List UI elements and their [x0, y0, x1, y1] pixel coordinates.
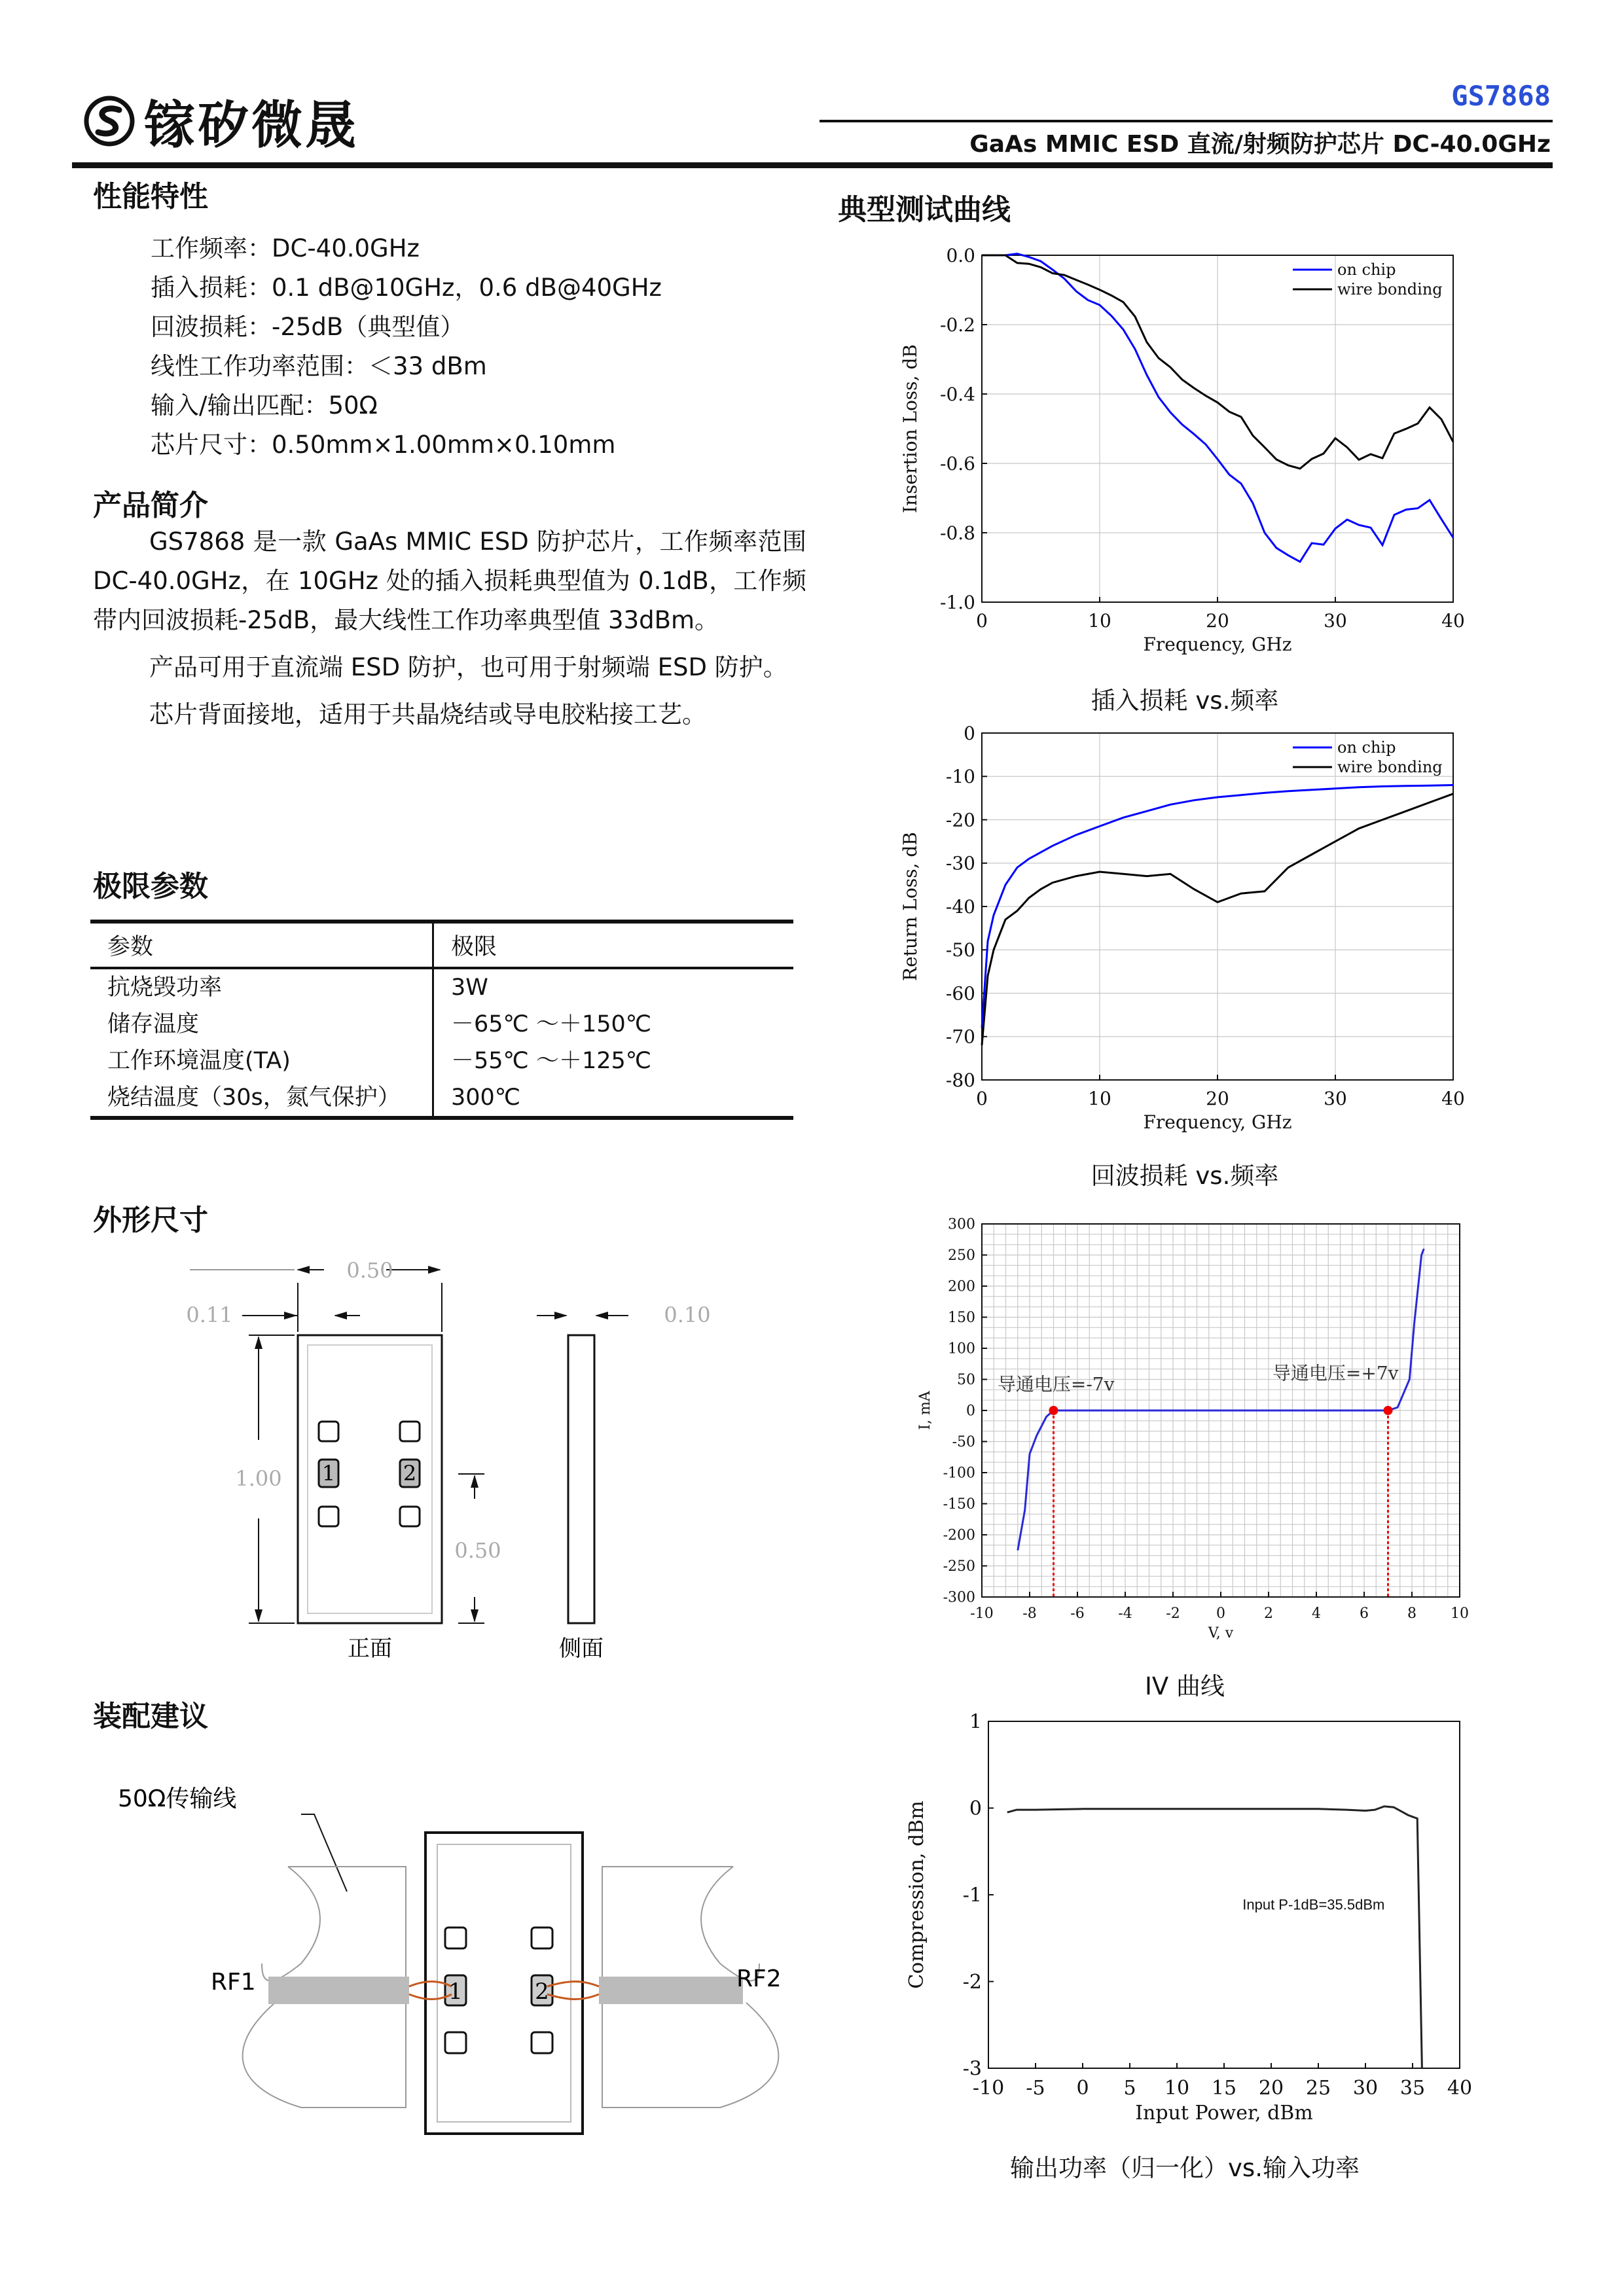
intro-text: [93, 522, 806, 734]
spec-item: 工作频率：DC-40.0GHz: [151, 234, 420, 262]
company-logo-icon: [84, 96, 135, 147]
y-tick-label: -0.6: [940, 452, 975, 475]
product-subtitle: GaAs MMIC ESD 直流/射频防护芯片 DC-40.0GHz: [969, 131, 1551, 158]
y-tick-label: -20: [945, 809, 975, 831]
y-tick-label: -10: [945, 766, 975, 788]
y-tick-label: -30: [945, 852, 975, 874]
company-name: 镓矽微晟: [144, 96, 359, 155]
pad: [319, 1507, 338, 1526]
y-tick-label: -60: [945, 982, 975, 1005]
return-loss-caption: 回波损耗 vs.频率: [1091, 1162, 1279, 1190]
pad-1-label: 1: [321, 1461, 336, 1486]
y-tick-label: -2: [962, 1971, 982, 1994]
transmission-line-label: 50Ω传输线: [118, 1785, 237, 1812]
y-axis-label: I, mA: [917, 1391, 933, 1430]
limits-table: [90, 920, 793, 1120]
x-axis-label: V, v: [1208, 1625, 1234, 1641]
dimension-drawing: [170, 1244, 759, 1676]
margin-label: 0.11: [186, 1302, 233, 1327]
annotation-neg: 导通电压=-7v: [997, 1373, 1115, 1395]
width-label: 0.50: [346, 1258, 393, 1283]
y-tick-label: -70: [945, 1026, 975, 1048]
intro-paragraph: 芯片背面接地，适用于共晶烧结或导电胶粘接工艺。: [149, 700, 706, 728]
spec-item: 芯片尺寸：0.50mm×1.00mm×0.10mm: [151, 431, 616, 459]
pad-1-label: 1: [448, 1979, 463, 2005]
x-axis-label: Frequency, GHz: [1143, 1111, 1292, 1133]
intro-heading: 产品简介: [93, 489, 208, 522]
y-tick-label: -250: [943, 1558, 975, 1575]
y-tick-label: -150: [943, 1496, 975, 1513]
limits-heading: 极限参数: [93, 870, 208, 903]
x-tick-label: -4: [1118, 1605, 1132, 1622]
return-loss-chart: [890, 713, 1479, 1152]
x-tick-label: 10: [1451, 1605, 1469, 1622]
y-tick-label: -0.2: [940, 314, 975, 336]
side-view-label: 侧面: [559, 1636, 604, 1662]
intro-paragraph: 产品可用于直流端 ESD 防护，也可用于射频端 ESD 防护。: [149, 653, 787, 681]
x-tick-label: 6: [1360, 1605, 1369, 1622]
rf1-line: [268, 1977, 409, 2004]
iv-chart: [890, 1211, 1479, 1643]
y-tick-label: -50: [945, 939, 975, 961]
y-tick-label: 0: [969, 1797, 982, 1820]
insertion-loss-chart: [890, 236, 1479, 681]
header-divider: [72, 162, 1553, 168]
table-row: 抗烧毁功率 3W: [90, 968, 793, 1006]
x-tick-label: 30: [1324, 610, 1347, 632]
y-axis-label: Insertion Loss, dB: [899, 344, 921, 513]
y-tick-label: -200: [943, 1527, 975, 1544]
y-axis-label: Return Loss, dB: [899, 832, 921, 981]
x-tick-label: 8: [1407, 1605, 1416, 1622]
rf1-label: RF1: [211, 1969, 256, 1996]
x-tick-label: 2: [1264, 1605, 1273, 1622]
pad: [319, 1422, 338, 1441]
performance-list: [151, 229, 662, 465]
x-tick-label: 40: [1447, 2077, 1473, 2100]
spec-item: 插入损耗：0.1 dB@10GHz，0.6 dB@40GHz: [151, 274, 662, 302]
table-row: 工作环境温度(TA) －55℃ ～＋125℃: [90, 1043, 793, 1079]
grid: [982, 255, 1453, 602]
height-label: 1.00: [235, 1466, 282, 1491]
front-view-label: 正面: [348, 1636, 392, 1662]
x-tick-label: 40: [1441, 1088, 1465, 1109]
y-tick-label: -40: [945, 895, 975, 918]
x-tick-label: 0: [976, 610, 988, 632]
insertion-loss-caption: 插入损耗 vs.频率: [1091, 687, 1279, 715]
y-tick-label: -3: [962, 2057, 982, 2081]
spec-item: 回波损耗：-25dB（典型值）: [151, 313, 465, 341]
y-tick-label: -0.8: [940, 522, 975, 544]
x-tick-label: 4: [1312, 1605, 1321, 1622]
x-tick-label: -6: [1070, 1605, 1085, 1622]
x-tick-label: 20: [1206, 1088, 1229, 1109]
part-number: GS7868: [1451, 80, 1551, 112]
thickness-label: 0.10: [664, 1302, 711, 1327]
y-tick-label: 0: [964, 722, 975, 744]
y-tick-label: -80: [945, 1069, 975, 1091]
y-tick-label: -1.0: [940, 591, 975, 613]
x-tick-label: 20: [1206, 610, 1229, 632]
table-header-row: [90, 922, 793, 968]
pad-offset-label: 0.50: [454, 1538, 501, 1563]
x-tick-label: -10: [970, 1605, 994, 1622]
x-tick-label: 10: [1164, 2077, 1190, 2100]
legend: [1293, 260, 1443, 298]
y-tick-label: 150: [948, 1310, 975, 1327]
legend-label: on chip: [1337, 738, 1396, 757]
plot-frame: [988, 1721, 1460, 2068]
x-axis-label: Frequency, GHz: [1143, 634, 1292, 655]
table-row: 烧结温度（30s，氮气保护） 300℃: [90, 1079, 793, 1118]
x-tick-label: 10: [1088, 610, 1111, 632]
legend: [1293, 738, 1443, 776]
legend-label: wire bonding: [1337, 280, 1443, 298]
y-tick-label: 100: [948, 1340, 975, 1357]
spec-item: 输入/输出匹配：50Ω: [151, 391, 378, 420]
series-line-0: [1007, 1806, 1422, 2068]
x-tick-label: 10: [1088, 1088, 1111, 1109]
x-tick-label: -8: [1022, 1605, 1037, 1622]
assembly-drawing: [105, 1767, 799, 2147]
x-tick-label: 15: [1211, 2077, 1237, 2100]
column-header-limit: 极限: [433, 922, 794, 968]
performance-heading: 性能特性: [93, 180, 208, 213]
x-tick-label: 35: [1399, 2077, 1426, 2100]
x-tick-label: -10: [972, 2077, 1005, 2100]
legend-label: on chip: [1337, 260, 1396, 279]
assembly-heading: 装配建议: [93, 1700, 208, 1733]
compression-caption: 输出功率（归一化）vs.输入功率: [1010, 2154, 1360, 2182]
rf2-label: RF2: [736, 1965, 782, 1992]
x-tick-label: 5: [1123, 2077, 1136, 2100]
rf2-line: [599, 1977, 743, 2004]
p1db-annotation: Input P-1dB=35.5dBm: [1242, 1896, 1385, 1913]
x-axis-label: Input Power, dBm: [1135, 2102, 1313, 2125]
x-tick-label: -5: [1026, 2077, 1045, 2100]
y-tick-label: 250: [948, 1247, 975, 1265]
y-tick-label: -50: [952, 1434, 975, 1451]
pad-2-label: 2: [403, 1461, 417, 1486]
spec-item: 线性工作功率范围：＜33 dBm: [151, 352, 487, 380]
x-tick-label: 40: [1441, 610, 1465, 632]
conduction-point: [1384, 1406, 1393, 1415]
y-axis-label: Compression, dBm: [905, 1801, 928, 1989]
compression-chart: [890, 1702, 1479, 2147]
intro-paragraph: GS7868 是一款 GaAs MMIC ESD 防护芯片，工作频率范围 DC-40.0GHz，在 10GHz 处的插入损耗典型值为 0.1dB，工作频带内回波损耗-25dB，最大线性工作功率典型值 33dBm。: [93, 528, 806, 634]
pad-2-label: 2: [535, 1979, 549, 2005]
x-tick-label: 0: [976, 1088, 988, 1109]
dimensions-heading: 外形尺寸: [93, 1204, 208, 1237]
x-tick-label: 20: [1258, 2077, 1284, 2100]
grid: [982, 733, 1453, 1080]
x-tick-label: -2: [1166, 1605, 1180, 1622]
y-tick-label: 1: [969, 1710, 982, 1734]
y-tick-label: 0.0: [946, 244, 975, 266]
y-tick-label: -0.4: [940, 383, 975, 405]
x-tick-label: 0: [1216, 1605, 1225, 1622]
table-row: 储存温度 －65℃ ～＋150℃: [90, 1006, 793, 1043]
y-tick-label: 200: [948, 1278, 975, 1295]
y-tick-label: 300: [948, 1216, 975, 1233]
curves-heading: 典型测试曲线: [838, 193, 1011, 226]
chip-side-outline: [568, 1335, 594, 1623]
iv-caption: IV 曲线: [1145, 1672, 1225, 1700]
y-tick-label: 0: [966, 1403, 975, 1420]
x-tick-label: 0: [1076, 2077, 1089, 2100]
legend-label: wire bonding: [1337, 758, 1443, 776]
y-tick-label: -300: [943, 1589, 975, 1606]
pad: [400, 1422, 420, 1441]
x-tick-label: 30: [1324, 1088, 1347, 1109]
x-tick-label: 25: [1305, 2077, 1331, 2100]
y-tick-label: -100: [943, 1465, 975, 1482]
pad: [400, 1507, 420, 1526]
annotation-pos: 导通电压=+7v: [1272, 1362, 1399, 1384]
y-tick-label: 50: [957, 1372, 975, 1389]
y-tick-label: -1: [962, 1884, 982, 1907]
company-logo: [84, 92, 359, 155]
header-rule: [820, 120, 1553, 122]
column-header-param: 参数: [90, 922, 433, 968]
conduction-point: [1049, 1406, 1058, 1415]
x-tick-label: 30: [1352, 2077, 1379, 2100]
